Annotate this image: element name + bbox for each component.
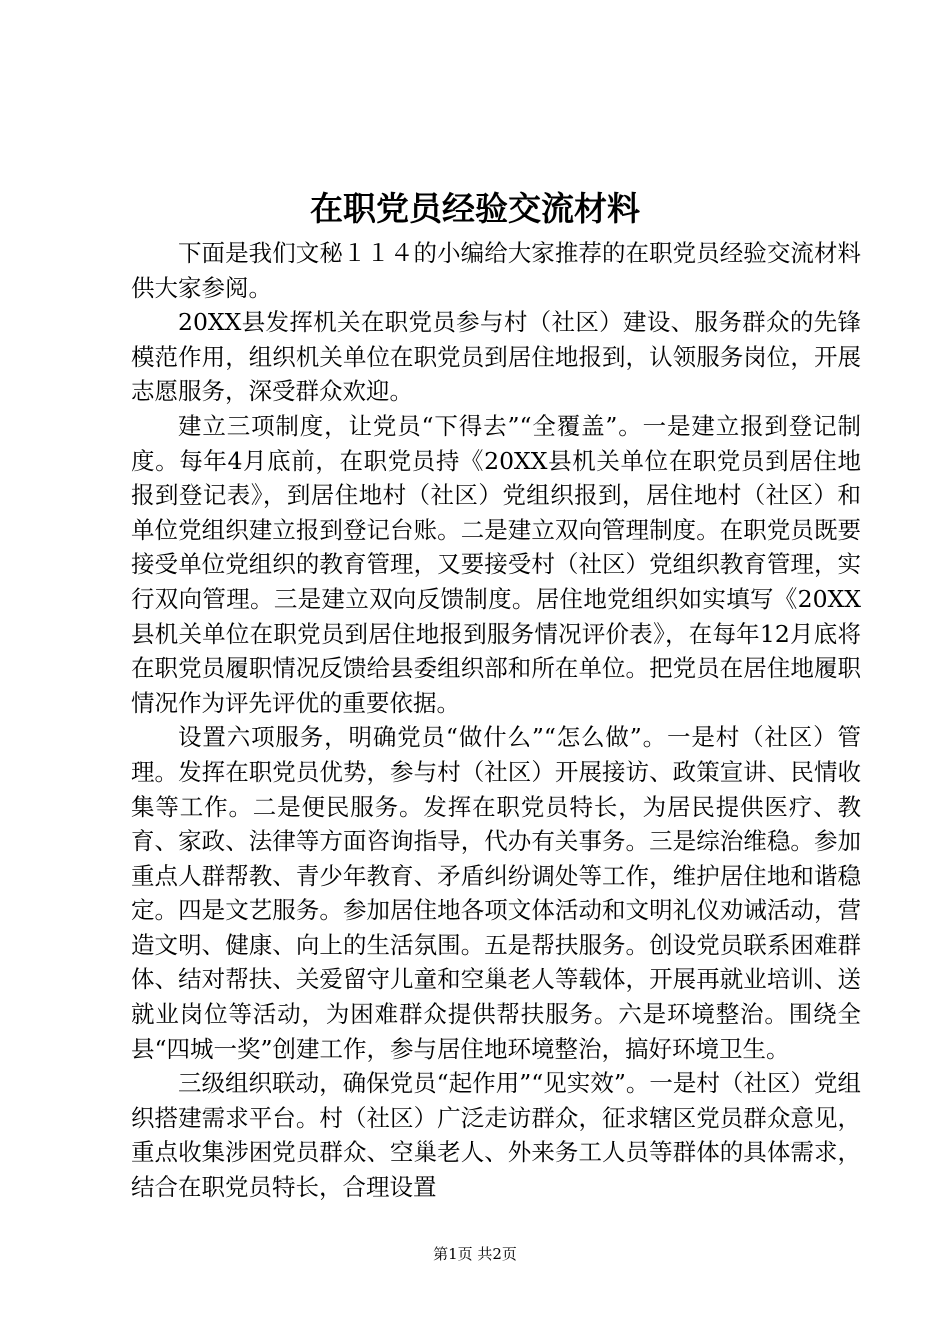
paragraph-three-systems: 建立三项制度，让党员“下得去”“全覆盖”。一是建立报到登记制度。每年4月底前，在职党员持《20XX县机关单位在职党员到居住地报到登记表》，到居住地村（社区）党组织报到，居住地村（社区）和单位党组织建立报到登记台账。二是建立双向管理制度。在职党员既要接受单位党组织的教育管理，又要接受村（社区）党组织教育管理，实行双向管理。三是建立双向反馈制度。居住地党组织如实填写《20XX县机关单位在职党员到居住地报到服务情况评价表》，在每年12月底将在职党员履职情况反馈给县委组织部和所在单位。把党员在居住地履职情况作为评先评优的重要依据。 (131, 411, 861, 717)
page-number-footer: 第1页 共2页 (433, 1245, 517, 1263)
paragraph-overview: 20XX县发挥机关在职党员参与村（社区）建设、服务群众的先锋模范作用，组织机关单位在职党员到居住地报到，认领服务岗位，开展志愿服务，深受群众欢迎。 (131, 308, 861, 406)
document-body (131, 236, 861, 1205)
paragraph-six-services: 设置六项服务，明确党员“做什么”“怎么做”。一是村（社区）管理。发挥在职党员优势，参与村（社区）开展接访、政策宣讲、民情收集等工作。二是便民服务。发挥在职党员特长，为居民提供医疗、教育、家政、法律等方面咨询指导，代办有关事务。三是综治维稳。参加重点人群帮教、青少年教育、矛盾纠纷调处等工作，维护居住地和谐稳定。四是文艺服务。参加居住地各项文体活动和文明礼仪劝诫活动，营造文明、健康、向上的生活氛围。五是帮扶服务。创设党员联系困难群体、结对帮扶、关爱留守儿童和空巢老人等载体，开展再就业培训、送就业岗位等活动，为困难群众提供帮扶服务。六是环境整治。围绕全县“四城一奖”创建工作，参与居住地环境整治，搞好环境卫生。 (131, 723, 861, 1063)
document-title: 在职党员经验交流材料 (310, 189, 640, 228)
paragraph-three-level-linkage: 三级组织联动，确保党员“起作用”“见实效”。一是村（社区）党组织搭建需求平台。村（社区）广泛走访群众，征求辖区党员群众意见，重点收集涉困党员群众、空巢老人、外来务工人员等群体的具体需求，结合在职党员特长，合理设置 (131, 1069, 861, 1202)
paragraph-intro: 下面是我们文秘１１４的小编给大家推荐的在职党员经验交流材料供大家参阅。 (131, 239, 861, 302)
